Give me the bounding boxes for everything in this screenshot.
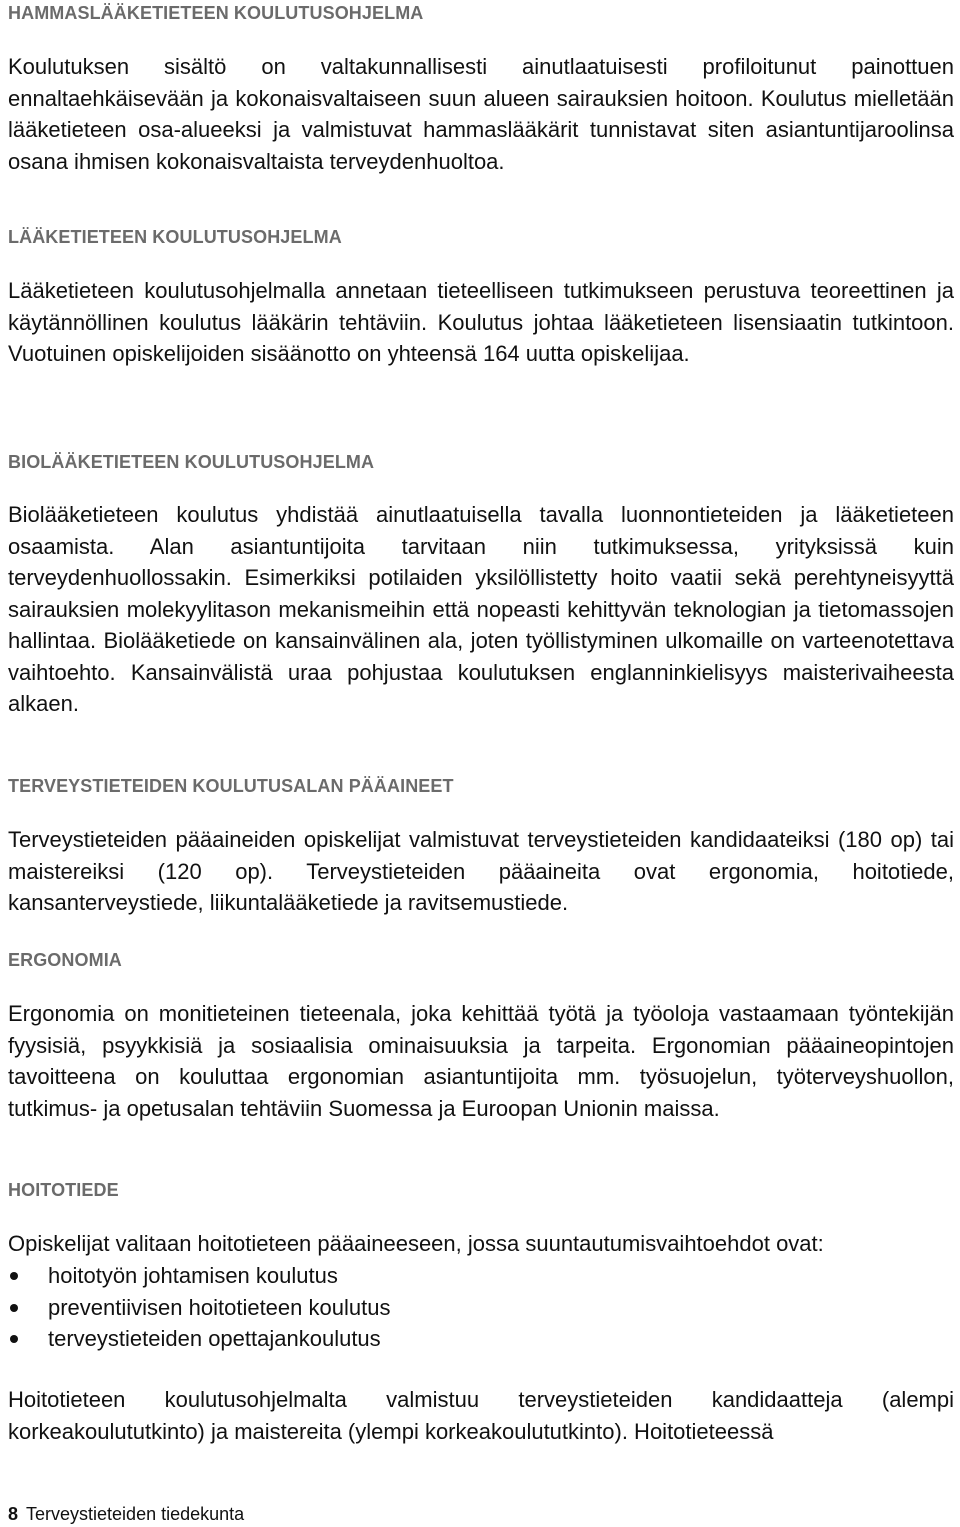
paragraph-terveystieteet: Terveystieteiden pääaineiden opiskelijat valmistuvat terveystieteiden kandidaateiksi (180 op) tai maistereiksi (120 op). Terveystieteiden pääaineita ovat ergonomia, hoitotiede, kansanterveystiede, liikuntalääketiede ja ravitsemustiede. xyxy=(8,827,954,915)
heading-hoitotiede: HOITOTIEDE xyxy=(8,1180,119,1200)
page-number: 8 xyxy=(8,1504,19,1524)
page-footer xyxy=(8,1502,244,1526)
list-item xyxy=(8,1260,954,1292)
heading-terveystieteet: TERVEYSTIETEIDEN KOULUTUSALAN PÄÄAINEET xyxy=(8,776,454,796)
paragraph-ergonomia: Ergonomia on monitieteinen tieteenala, joka kehittää työtä ja työoloja vastaamaan työntekijän fyysisiä, psyykkisiä ja sosiaalisia ominaisuuksia ja tarpeita. Ergonomian pääaineopintojen tavoitteena on kouluttaa ergonomian asiantuntijoita mm. työsuojelun, työterveyshuollon, tutkimus- ja opetusalan tehtäviin Suomessa ja Euroopan Unionin maissa. xyxy=(8,1001,954,1121)
heading-biolaaketiede: BIOLÄÄKETIETEEN KOULUTUSOHJELMA xyxy=(8,452,375,472)
bullet-icon xyxy=(10,1304,18,1312)
list-item xyxy=(8,1292,954,1324)
list-item-text: hoitotyön johtamisen koulutus xyxy=(48,1263,338,1288)
paragraph-hoitotiede-intro: Opiskelijat valitaan hoitotieteen pääaineeseen, jossa suuntautumisvaihtoehdot ovat: xyxy=(8,1231,824,1256)
bullet-list-suuntautumisvaihtoehdot xyxy=(8,1260,954,1355)
bullet-icon xyxy=(10,1335,18,1343)
list-item-text: terveystieteiden opettajankoulutus xyxy=(48,1326,381,1351)
list-item xyxy=(8,1323,954,1355)
heading-ergonomia: ERGONOMIA xyxy=(8,950,122,970)
paragraph-hoitotiede: Hoitotieteen koulutusohjelmalta valmistuu terveystieteiden kandidaatteja (alempi korkeakoulututkinto) ja maistereita (ylempi korkeakoulututkinto). Hoitotieteessä xyxy=(8,1387,954,1444)
paragraph-biolaaketiede: Biolääketieteen koulutus yhdistää ainutlaatuisella tavalla luonnontieteiden ja lääketieteen osaamista. Alan asiantuntijoita tarvitaan niin tutkimuksessa, yrityksissä kuin terveydenhuollossakin. Esimerkiksi potilaiden yksilöllistetty hoito vaatii sekä perehtyneisyyttä sairauksien molekyylitason mekanismeihin että nopeasti kehittyvän teknologian ja tietomassojen hallintaa. Biolääketiede on kansainvälinen ala, joten työllistyminen ulkomaille on varteenotettava vaihtoehto. Kansainvälistä uraa pohjustaa koulutuksen englanninkielisyys maisterivaiheesta alkaen. xyxy=(8,502,954,716)
paragraph-hammaslaaketiede: Koulutuksen sisältö on valtakunnallisesti ainutlaatuisesti profiloitunut painottuen ennaltaehkäisevään ja kokonaisvaltaiseen suun alueen sairauksien hoitoon. Koulutus mielletään lääketieteen osa-alueeksi ja valmistuvat hammaslääkärit tunnistavat siten asiantuntijaroolinsa osana ihmisen kokonaisvaltaista terveydenhuoltoa. xyxy=(8,54,954,174)
footer-faculty: Terveystieteiden tiedekunta xyxy=(26,1504,245,1524)
paragraph-laaketiede: Lääketieteen koulutusohjelmalla annetaan tieteelliseen tutkimukseen perustuva teoreettinen ja käytännöllinen koulutus lääkärin tehtäviin. Koulutus johtaa lääketieteen lisensiaatin tutkintoon. Vuotuinen opiskelijoiden sisäänotto on yhteensä 164 uutta opiskelijaa. xyxy=(8,278,954,366)
bullet-icon xyxy=(10,1272,18,1280)
list-item-text: preventiivisen hoitotieteen koulutus xyxy=(48,1294,391,1320)
heading-hammaslaaketiede: HAMMASLÄÄKETIETEEN KOULUTUSOHJELMA xyxy=(8,3,424,23)
heading-laaketiede: LÄÄKETIETEEN KOULUTUSOHJELMA xyxy=(8,227,342,247)
